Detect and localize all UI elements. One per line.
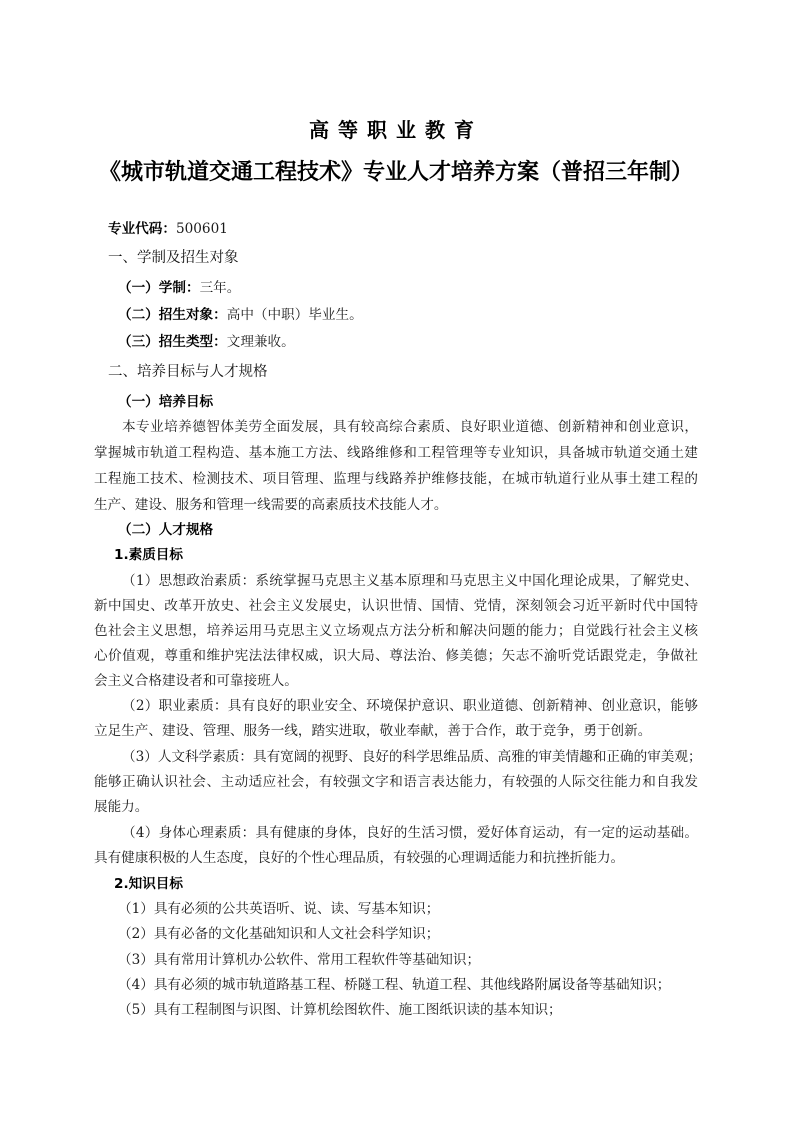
- section1-heading: 一、学制及招生对象: [108, 250, 239, 266]
- paragraph-line: 新中国史、改革开放史、社会主义发展史，认识世情、国情、党情，深刻领会习近平新时代中国特: [94, 598, 698, 614]
- item-value: 高中（中职）毕业生。: [226, 307, 363, 323]
- paragraph-line: 掌握城市轨道工程构造、基本施工方法、线路维修和工程管理等专业知识，具备城市轨道交通土建: [94, 445, 698, 461]
- document-title-main: 高等职业教育: [309, 118, 483, 142]
- document-title-sub: 《城市轨道交通工程技术》专业人才培养方案（普招三年制）: [98, 160, 693, 185]
- item-label: （三）招生类型：: [118, 334, 227, 350]
- paragraph-line: 会主义合格建设者和可靠接班人。: [94, 673, 298, 689]
- enrollment-target-item: [118, 303, 722, 327]
- knowledge-item: （3）具有常用计算机办公软件、常用工程软件等基础知识；: [118, 952, 481, 968]
- paragraph-line: （1）思想政治素质：系统掌握马克思主义基本原理和马克思主义中国化理论成果，了解党史、: [122, 573, 698, 589]
- training-goal-heading: （一）培养目标: [118, 394, 214, 410]
- paragraph-line: （2）职业素质：具有良好的职业安全、环境保护意识、职业道德、创新精神、创业意识，能够: [122, 698, 698, 714]
- paragraph-line: （3）人文科学素质：具有宽阔的视野、良好的科学思维品质、高雅的审美情趣和正确的审美观；: [122, 749, 702, 765]
- knowledge-item: （5）具有工程制图与识图、计算机绘图软件、施工图纸识读的基本知识；: [118, 1002, 562, 1018]
- item-value: 三年。: [199, 280, 241, 296]
- talent-spec-heading: （二）人才规格: [118, 522, 214, 538]
- section2-heading: 二、培养目标与人才规格: [108, 364, 268, 380]
- paragraph-line: 本专业培养德智体美劳全面发展，具有较高综合素质、良好职业道德、创新精神和创业意识，: [122, 419, 698, 435]
- paragraph-line: 立足生产、建设、管理、服务一线，踏实进取，敬业奉献，善于合作，敢于竞争，勇于创新。: [94, 723, 652, 739]
- major-code-label: 专业代码：: [108, 221, 176, 237]
- paragraph-line: 能够正确认识社会、主动适应社会，有较强文字和语言表达能力，有较强的人际交往能力和自我发: [94, 774, 698, 790]
- paragraph-line: 具有健康积极的人生态度，良好的个性心理品质，有较强的心理调适能力和抗挫折能力。: [94, 850, 625, 866]
- paragraph-line: 工程施工技术、检测技术、项目管理、监理与线路养护维修技能，在城市轨道行业从事土建工程的: [94, 471, 698, 487]
- knowledge-item: （1）具有必须的公共英语听、说、读、写基本知识；: [118, 901, 440, 917]
- schooling-item: [118, 276, 722, 300]
- item-value: 文理兼收。: [226, 334, 295, 350]
- knowledge-item: （2）具有必备的文化基础知识和人文社会科学知识；: [118, 926, 440, 942]
- knowledge-goal-heading: 2.知识目标: [114, 876, 183, 892]
- paragraph-line: （4）身体心理素质：具有健康的身体，良好的生活习惯，爱好体育运动，有一定的运动基础。: [122, 825, 698, 841]
- paragraph-line: 生产、建设、服务和管理一线需要的高素质技术技能人才。: [94, 497, 448, 513]
- major-code-value: 500601: [175, 221, 228, 237]
- paragraph-line: 展能力。: [94, 799, 149, 815]
- knowledge-item: （4）具有必须的城市轨道路基工程、桥隧工程、轨道工程、其他线路附属设备等基础知识；: [118, 977, 671, 993]
- major-code: [108, 217, 712, 241]
- item-label: （二）招生对象：: [118, 307, 227, 323]
- paragraph-line: 心价值观，尊重和维护宪法法律权威，识大局、尊法治、修美德；矢志不渝听党话跟党走，争做社: [94, 648, 698, 664]
- item-label: （一）学制：: [118, 280, 200, 296]
- paragraph-line: 色社会主义思想，培养运用马克思主义立场观点方法分析和解决问题的能力；自觉践行社会主义核: [94, 623, 698, 639]
- enrollment-type-item: [118, 330, 722, 354]
- quality-goal-heading: 1.素质目标: [114, 547, 183, 563]
